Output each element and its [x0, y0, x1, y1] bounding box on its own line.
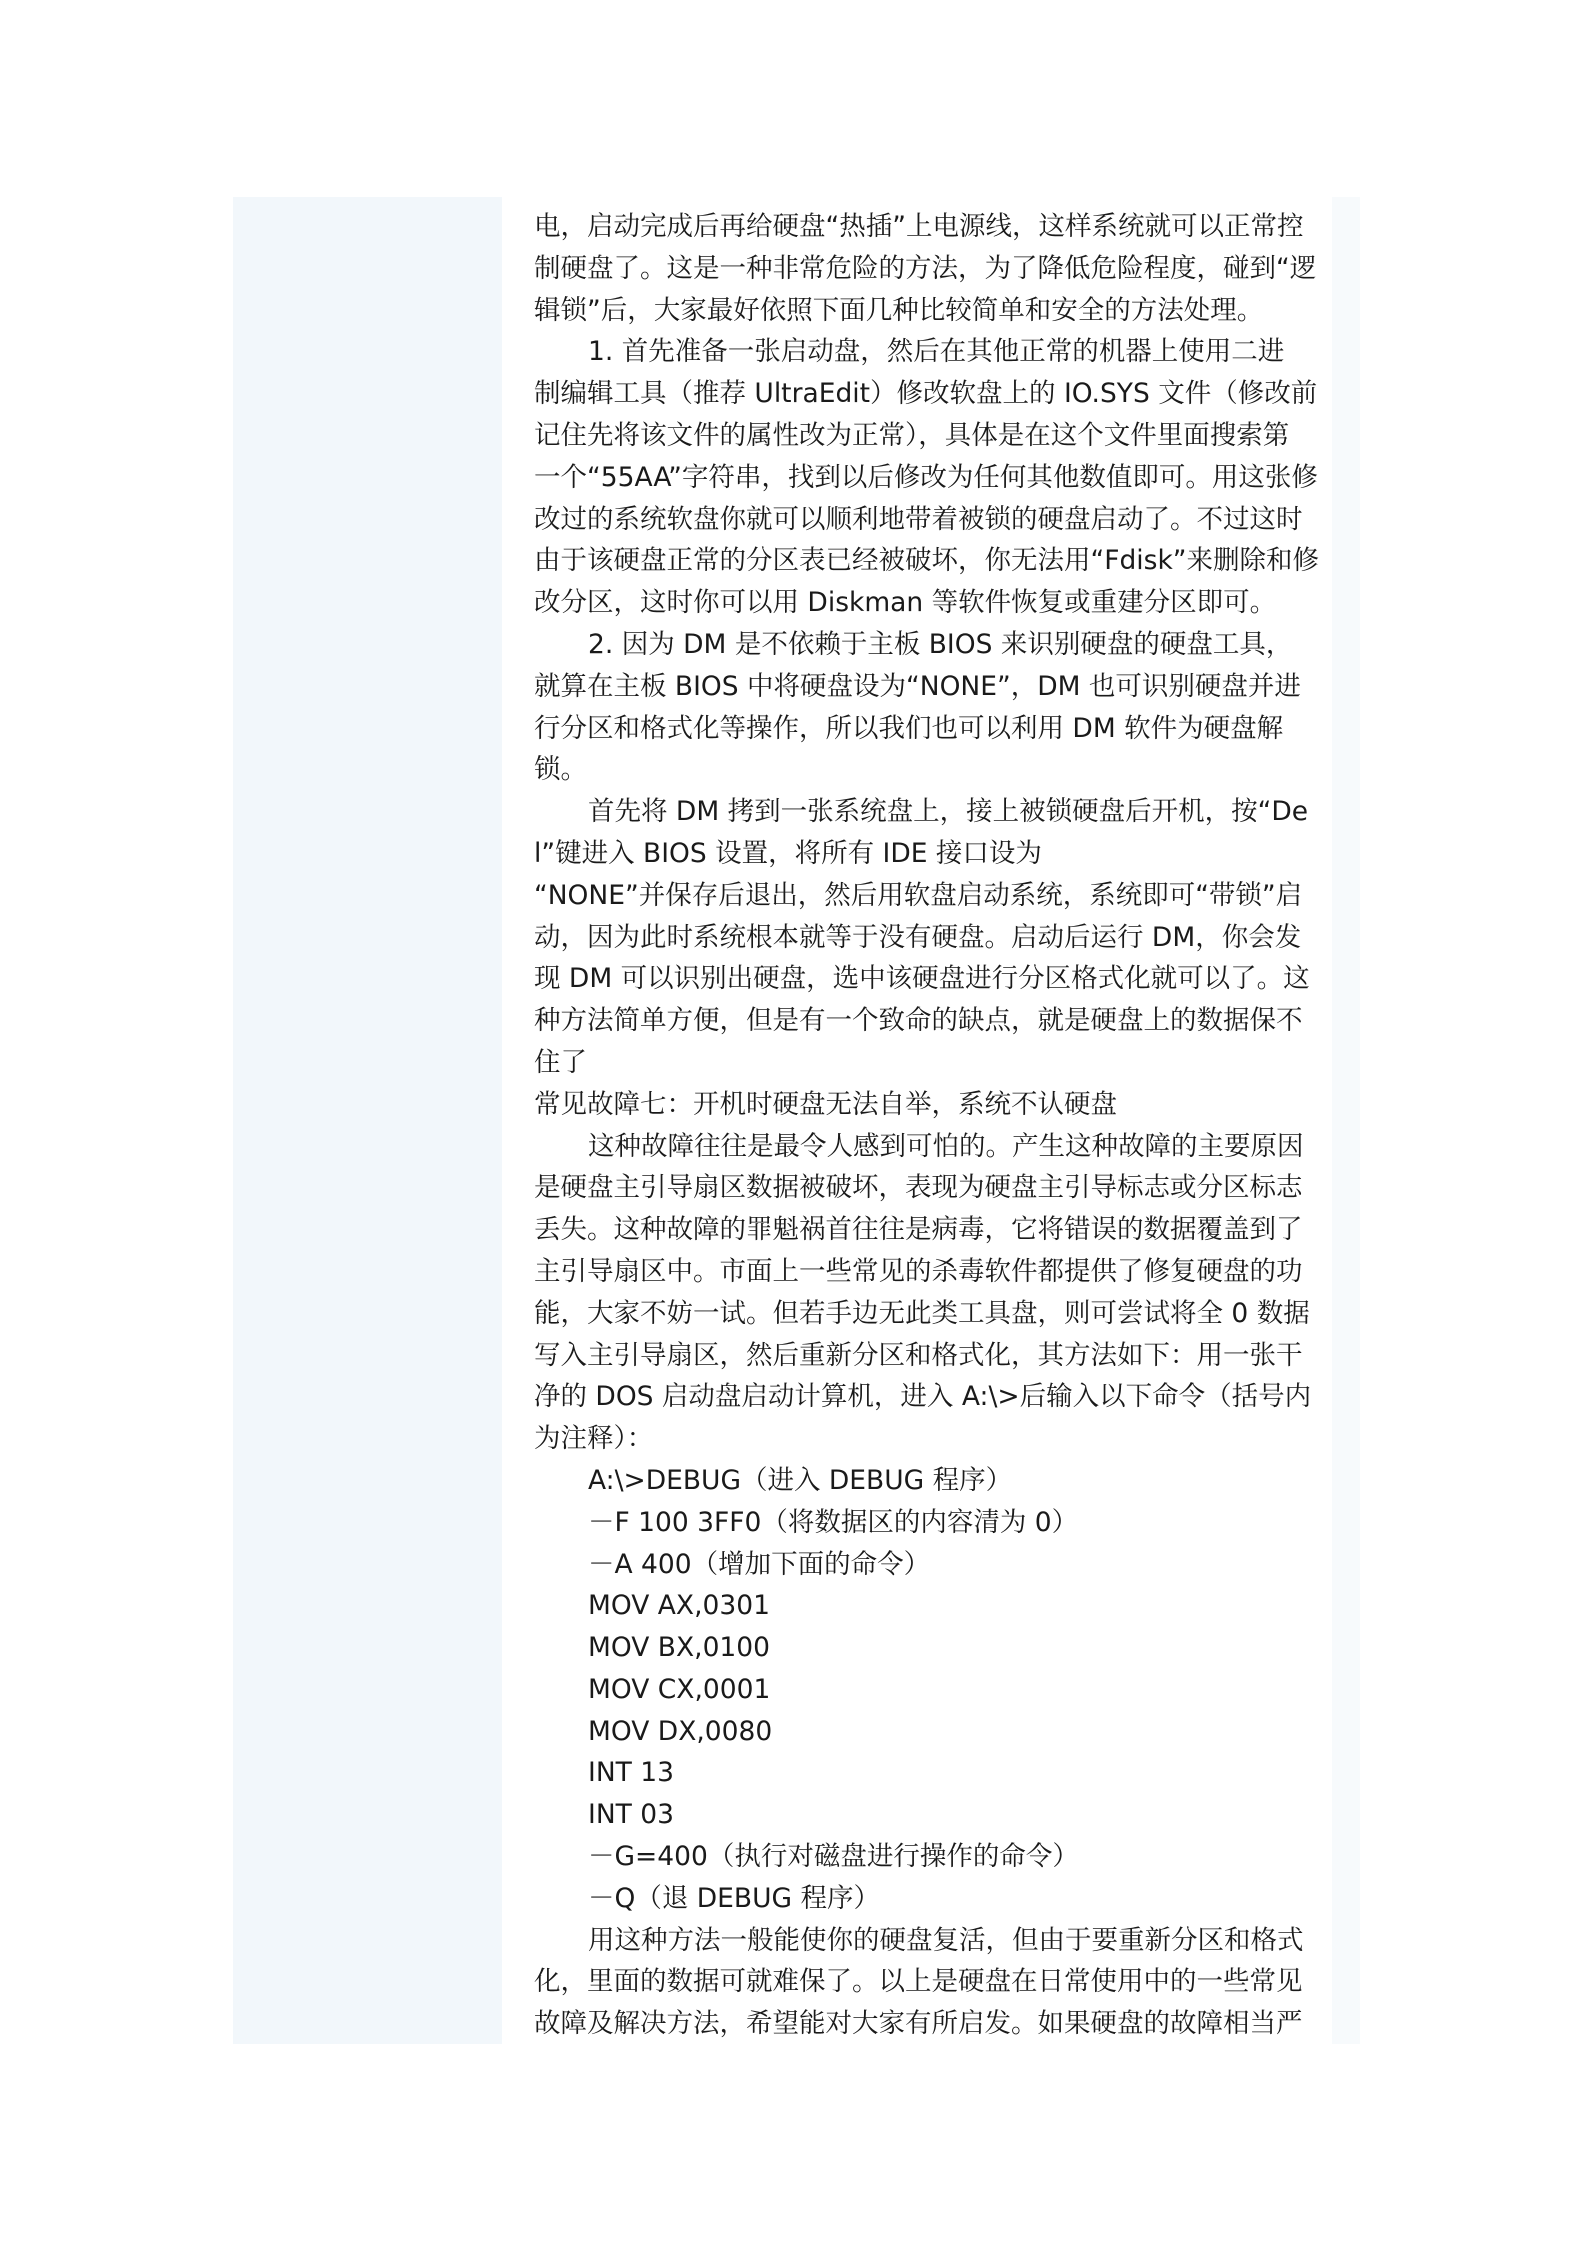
code-line: INT 03: [588, 1799, 674, 1831]
code-line: MOV BX,0100: [588, 1632, 771, 1664]
text-line: 净的 DOS 启动盘启动计算机，进入 A:\>后输入以下命令（括号内: [534, 1381, 1312, 1413]
text-line: 现 DM 可以识别出硬盘，选中该硬盘进行分区格式化就可以了。这: [534, 963, 1310, 995]
code-line: －F 100 3FF0（将数据区的内容清为 0）: [588, 1506, 1079, 1538]
text-line: 住了: [534, 1046, 587, 1078]
text-line: 一个“55AA”字符串，找到以后修改为任何其他数值即可。用这张修: [534, 461, 1318, 493]
text-line: 制硬盘了。这是一种非常危险的方法，为了降低危险程度，碰到“逻: [534, 252, 1317, 284]
text-line: 辑锁”后，大家最好依照下面几种比较简单和安全的方法处理。: [534, 294, 1264, 326]
text-line: l”键进入 BIOS 设置，将所有 IDE 接口设为: [534, 837, 1042, 869]
text-line: 动，因为此时系统根本就等于没有硬盘。启动后运行 DM，你会发: [534, 921, 1302, 953]
text-line: 改分区，这时你可以用 Diskman 等软件恢复或重建分区即可。: [534, 587, 1277, 619]
text-line: 这种故障往往是最令人感到可怕的。产生这种故障的主要原因: [588, 1130, 1304, 1162]
text-line: 常见故障七：开机时硬盘无法自举，系统不认硬盘: [534, 1088, 1117, 1120]
text-line: 化，里面的数据可就难保了。以上是硬盘在日常使用中的一些常见: [534, 1966, 1303, 1998]
text-line: 改过的系统软盘你就可以顺利地带着被锁的硬盘启动了。不过这时: [534, 503, 1303, 535]
text-line: 能，大家不妨一试。但若手边无此类工具盘，则可尝试将全 0 数据: [534, 1297, 1310, 1329]
text-line: 就算在主板 BIOS 中将硬盘设为“NONE”，DM 也可识别硬盘并进: [534, 670, 1301, 702]
text-line: 首先将 DM 拷到一张系统盘上，接上被锁硬盘后开机，按“De: [588, 796, 1309, 828]
text-line: 用这种方法一般能使你的硬盘复活，但由于要重新分区和格式: [588, 1924, 1304, 1956]
code-line: INT 13: [588, 1757, 674, 1789]
text-line: 丢失。这种故障的罪魁祸首往往是病毒，它将错误的数据覆盖到了: [534, 1214, 1303, 1246]
text-line: 种方法简单方便，但是有一个致命的缺点，就是硬盘上的数据保不: [534, 1005, 1303, 1037]
text-line: 制编辑工具（推荐 UltraEdit）修改软盘上的 IO.SYS 文件（修改前: [534, 378, 1318, 410]
code-line: －Q（退 DEBUG 程序）: [588, 1882, 880, 1914]
text-line: 1. 首先准备一张启动盘，然后在其他正常的机器上使用二进: [588, 336, 1285, 368]
text-line: 为注释）：: [534, 1423, 654, 1455]
left-margin-band: [233, 197, 502, 2044]
text-line: 记住先将该文件的属性改为正常），具体是在这个文件里面搜索第: [534, 419, 1290, 451]
text-line: 是硬盘主引导扇区数据被破坏，表现为硬盘主引导标志或分区标志: [534, 1172, 1303, 1204]
code-line: A:\>DEBUG（进入 DEBUG 程序）: [588, 1464, 1013, 1496]
code-line: MOV AX,0301: [588, 1590, 770, 1622]
right-margin-band: [1332, 197, 1360, 2044]
text-line: 主引导扇区中。市面上一些常见的杀毒软件都提供了修复硬盘的功: [534, 1255, 1303, 1287]
text-line: 由于该硬盘正常的分区表已经被破坏，你无法用“Fdisk”来删除和修: [534, 545, 1320, 577]
article-body: [534, 206, 1334, 2045]
code-line: －A 400（增加下面的命令）: [588, 1548, 931, 1580]
text-line: 行分区和格式化等操作，所以我们也可以利用 DM 软件为硬盘解: [534, 712, 1284, 744]
text-line: 写入主引导扇区，然后重新分区和格式化，其方法如下：用一张干: [534, 1339, 1303, 1371]
text-line: 2. 因为 DM 是不依赖于主板 BIOS 来识别硬盘的硬盘工具，: [588, 628, 1293, 660]
text-line: 电，启动完成后再给硬盘“热插”上电源线，这样系统就可以正常控: [534, 211, 1304, 242]
code-line: MOV CX,0001: [588, 1673, 771, 1705]
text-line: 锁。: [534, 754, 587, 786]
code-line: MOV DX,0080: [588, 1715, 773, 1747]
text-line: 故障及解决方法，希望能对大家有所启发。如果硬盘的故障相当严: [534, 2008, 1303, 2040]
text-line: “NONE”并保存后退出，然后用软盘启动系统，系统即可“带锁”启: [534, 879, 1303, 911]
code-line: －G=400（执行对磁盘进行操作的命令）: [588, 1841, 1079, 1873]
